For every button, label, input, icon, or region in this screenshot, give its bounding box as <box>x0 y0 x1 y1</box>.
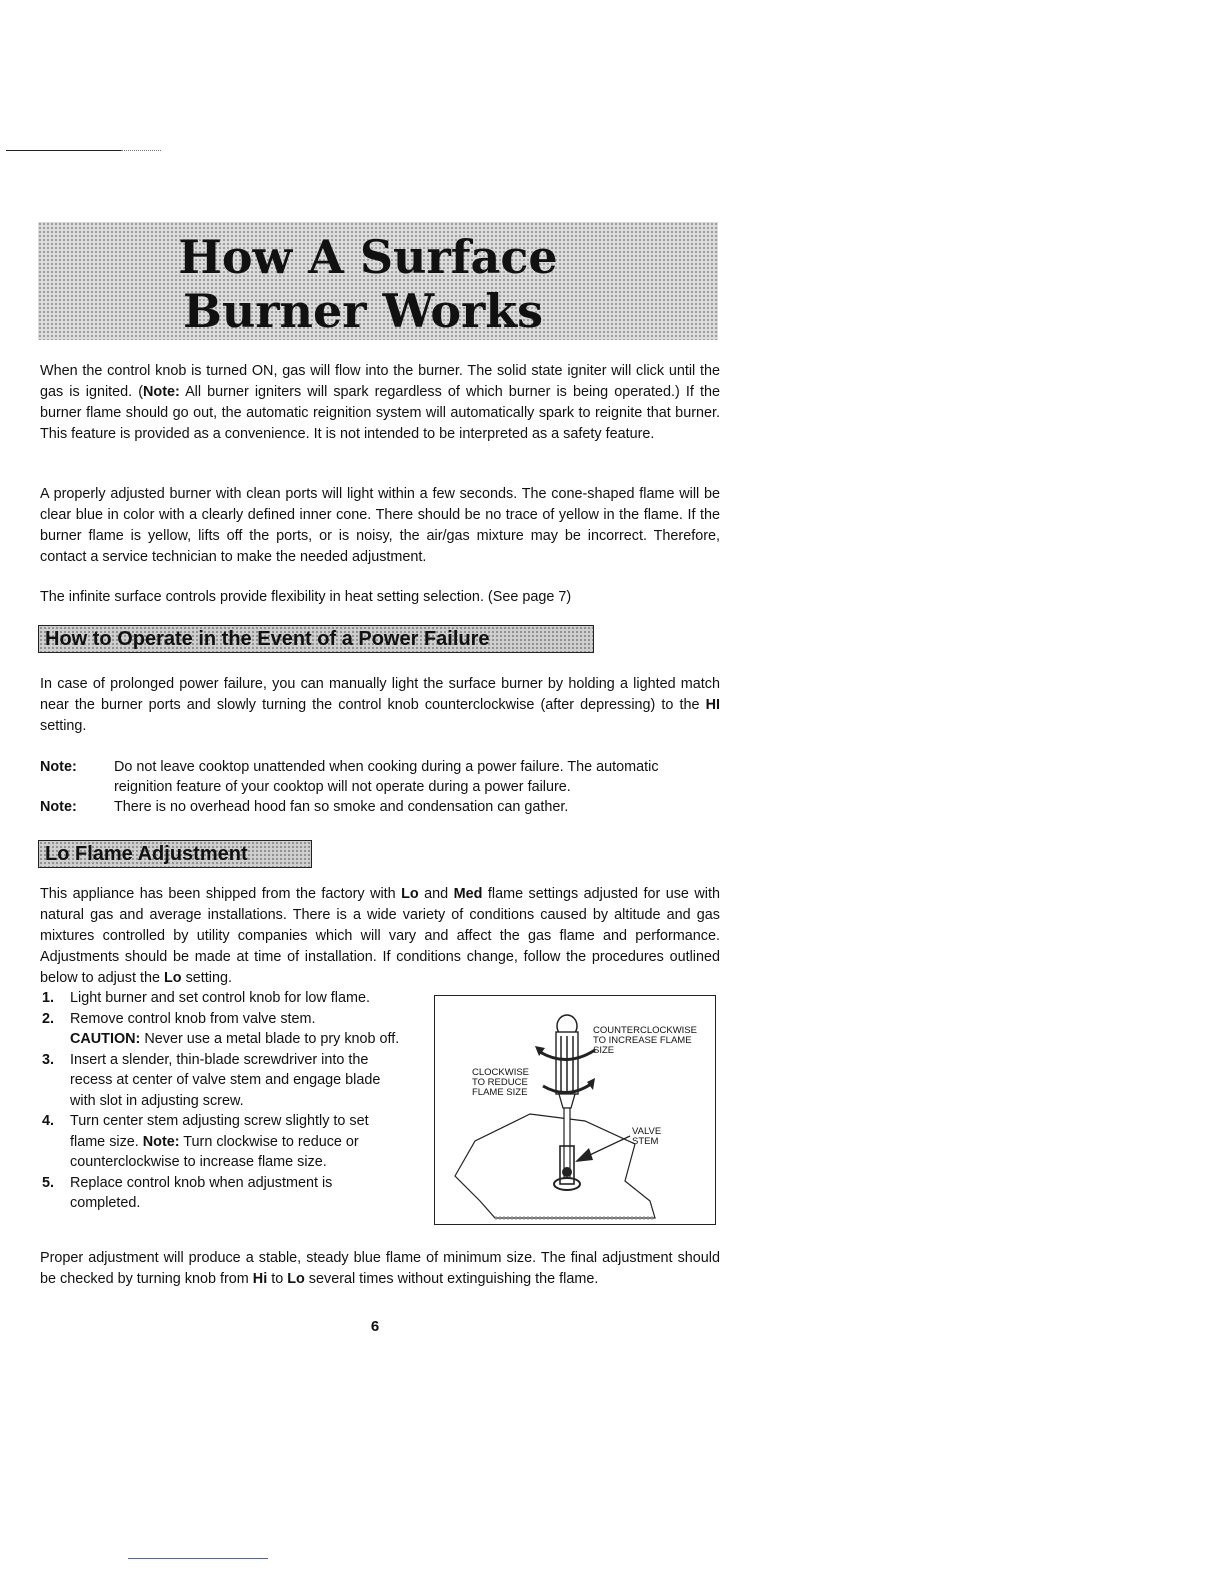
power-failure-paragraph <box>40 674 720 737</box>
lo-flame-heading: Lo Flame Adjustment <box>38 840 312 868</box>
intro-p1-text-a: When the control knob is turned ON, gas will flow into the burner. The solid state igniter will click until the gas is ignited. ( <box>40 363 720 400</box>
note-label: Note: <box>40 799 77 815</box>
step-note-label: Note: <box>142 1133 180 1150</box>
page-number: 6 <box>370 1318 380 1335</box>
step-item <box>42 1009 402 1050</box>
lo-flame-med: Med <box>453 886 483 902</box>
lo-flame-and: and <box>418 886 454 902</box>
intro-p1-note-label: Note: <box>143 384 180 400</box>
caution-text: Never use a metal blade to pry knob off. <box>140 1031 400 1047</box>
intro-paragraph-2: A properly adjusted burner with clean ports will light within a few seconds. The cone-shaped flame will be clear blue in color with a clearly defined inner cone. There should be no trace of yellow in the flame. If the burner flame is yellow, lifts off the ports, or is noisy, the air/gas mixture may be incorrect. Therefore, contact a service technician to make the needed adjustment. <box>40 486 720 565</box>
clockwise-label: CLOCKWISE TO REDUCE FLAME SIZE <box>472 1067 530 1098</box>
step-note-text: Turn clockwise to reduce or counterclockwise to increase flame size. <box>70 1133 359 1170</box>
step-item <box>42 1050 402 1112</box>
cooktop-surface-shape <box>455 1114 655 1218</box>
step-text: Turn center stem adjusting screw slightly to set flame size. <box>70 1113 369 1150</box>
counterclockwise-label: COUNTERCLOCKWISE TO INCREASE FLAME SIZE <box>593 1025 697 1056</box>
lo-flame-paragraph-1 <box>40 884 720 989</box>
step-item <box>42 1173 402 1214</box>
header-rule <box>6 150 121 151</box>
step-number: 3. <box>42 1051 55 1068</box>
lo-flame-text-a: This appliance has been shipped from the factory with <box>40 886 402 902</box>
step-text: Insert a slender, thin-blade screwdriver into the recess at center of valve stem and engage blade with slot in adjusting screw. <box>70 1051 381 1109</box>
step-number: 4. <box>42 1113 55 1129</box>
step-text: Light burner and set control knob for low flame. <box>70 990 370 1006</box>
intro-paragraph-3: The infinite surface controls provide flexibility in heat setting selection. (See page 7) <box>40 589 572 605</box>
step-text: Replace control knob when adjustment is completed. <box>70 1174 333 1211</box>
lo-flame-p2-text-b: several times without extinguishing the flame. <box>304 1271 599 1287</box>
power-failure-note-1 <box>40 757 730 797</box>
lo-flame-paragraph-2 <box>40 1248 720 1290</box>
footer-rule <box>128 1558 268 1559</box>
header-rule-dotted <box>121 150 161 151</box>
lo-flame-p2-text-a: Proper adjustment will produce a stable, steady blue flame of minimum size. The final adjustment should be checked by turning knob from <box>40 1250 720 1287</box>
lo-flame-lo-2: Lo <box>164 970 182 986</box>
power-failure-hi: HI <box>705 697 720 713</box>
valve-stem-label: VALVE STEM <box>632 1126 662 1147</box>
lo-flame-text-b: flame settings adjusted for use with natural gas and average installations. There is a wide variety of conditions caused by altitude and gas mixtures controlled by utility companies which will vary and affect the gas flame and performance. Adjustments should be made at time of installation. If conditions change, follow the procedures outlined below to adjust the <box>40 886 720 986</box>
lo-flame-p2-lo: Lo <box>287 1271 305 1287</box>
intro-p1-text-b: All burner igniters will spark regardless of which burner is being operated.) If the burner flame should go out, the automatic reignition system will automatically spark to reignite that burner. This feature is provided as a convenience. It is not intended to be interpreted as a safety feature. <box>40 384 720 442</box>
lo-flame-p2-to: to <box>267 1271 288 1287</box>
main-heading-line-1: How A Surface <box>178 230 558 284</box>
adjustment-steps-list <box>42 988 402 1214</box>
note-label: Note: <box>40 759 77 775</box>
power-failure-text-b: setting. <box>40 718 87 734</box>
lo-flame-text-c: setting. <box>181 970 232 986</box>
intro-paragraph-1 <box>40 361 720 445</box>
note-text: Do not leave cooktop unattended when cooking during a power failure. The automatic reignition feature of your cooktop will not operate during a power failure. <box>114 759 659 795</box>
step-item <box>42 988 402 1009</box>
step-item <box>42 1111 402 1173</box>
step-text: Remove control knob from valve stem. <box>70 1010 316 1027</box>
lo-flame-p2-hi: Hi <box>252 1271 268 1287</box>
valve-stem-illustration <box>434 995 716 1225</box>
main-heading-line-2: Burner Works <box>182 284 544 338</box>
power-failure-text-a: In case of prolonged power failure, you can manually light the surface burner by holding a lighted match near the burner ports and slowly turning the control knob counterclockwise (after depressing) to the <box>40 676 720 713</box>
caution-label: CAUTION: <box>70 1031 141 1047</box>
step-number: 1. <box>42 990 55 1006</box>
power-failure-heading: How to Operate in the Event of a Power Failure <box>38 625 594 653</box>
note-text: There is no overhead hood fan so smoke and condensation can gather. <box>114 799 569 815</box>
step-number: 5. <box>42 1174 55 1191</box>
lo-flame-lo: Lo <box>401 886 419 902</box>
step-number: 2. <box>42 1010 55 1027</box>
main-heading-banner <box>38 222 718 340</box>
power-failure-note-2 <box>40 797 730 817</box>
